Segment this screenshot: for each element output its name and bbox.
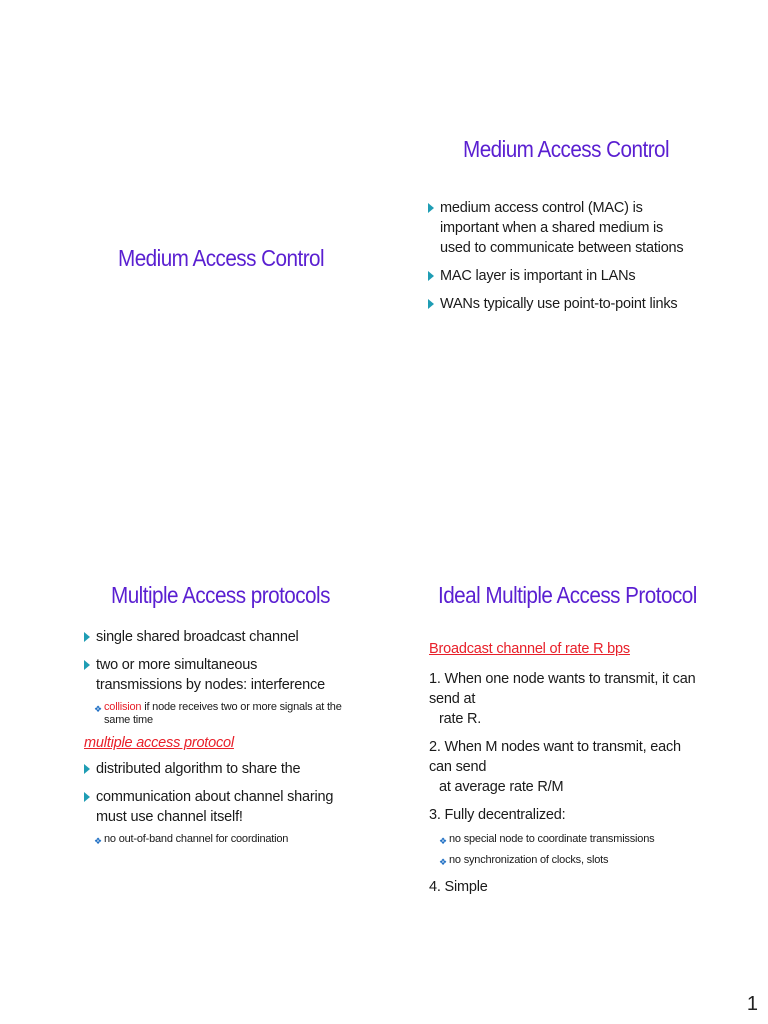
sub-list-item: ❖ no synchronization of clocks, slots [439, 854, 609, 867]
triangle-bullet-icon [84, 660, 90, 670]
list-item: two or more simultaneous transmissions by nodes: interference [84, 655, 346, 695]
diamond-bullet-icon: ❖ [94, 704, 102, 714]
list-item: WANs typically use point-to-point links [428, 294, 690, 314]
slide3-bullets [84, 627, 346, 852]
list-item: distributed algorithm to share the [84, 759, 346, 779]
slide4-content [429, 639, 699, 905]
triangle-bullet-icon [84, 632, 90, 642]
list-item: 1. When one node wants to transmit, it can send at rate R. [429, 671, 696, 727]
triangle-bullet-icon [428, 271, 434, 281]
sub-list-item: ❖ collision if node receives two or more signals at the same time [94, 701, 342, 726]
list-item: medium access control (MAC) is important when a shared medium is used to communicate between stations [428, 198, 690, 258]
slide4-title: Ideal Multiple Access Protocol [438, 582, 697, 608]
triangle-bullet-icon [428, 299, 434, 309]
slide1-title: Medium Access Control [118, 245, 325, 271]
list-item: 2. When M nodes want to transmit, each can send at average rate R/M [429, 739, 681, 795]
triangle-bullet-icon [428, 203, 434, 213]
diamond-bullet-icon: ❖ [94, 836, 102, 846]
section-heading: multiple access protocol [84, 735, 234, 751]
slide3-title: Multiple Access protocols [111, 582, 330, 608]
triangle-bullet-icon [84, 792, 90, 802]
triangle-bullet-icon [84, 764, 90, 774]
list-item: MAC layer is important in LANs [428, 266, 690, 286]
diamond-bullet-icon: ❖ [439, 836, 447, 846]
list-item: communication about channel sharing must use channel itself! [84, 787, 346, 827]
diamond-bullet-icon: ❖ [439, 857, 447, 867]
sub-list-item: ❖ no special node to coordinate transmissions [439, 833, 655, 846]
list-item: 4. Simple [429, 879, 488, 895]
section-heading: Broadcast channel of rate R bps [429, 641, 630, 657]
slide2-title: Medium Access Control [463, 136, 670, 162]
list-item: 3. Fully decentralized: [429, 807, 566, 823]
sub-list-item: ❖ no out-of-band channel for coordination [94, 833, 289, 846]
slide2-bullets [428, 198, 690, 322]
page-number: 1 [746, 993, 758, 1015]
list-item: single shared broadcast channel [84, 627, 346, 647]
